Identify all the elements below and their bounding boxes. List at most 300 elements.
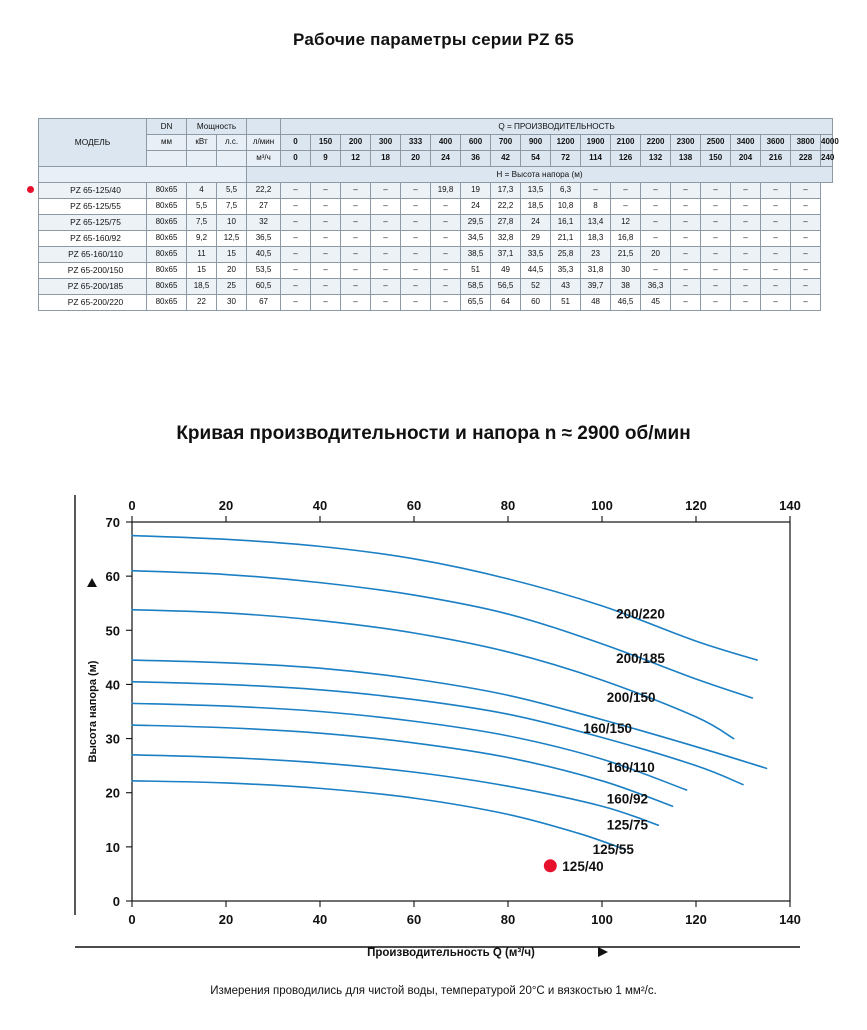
curve-label-160-110: 160/110 xyxy=(606,760,655,776)
svg-text:10: 10 xyxy=(105,839,120,855)
curve-label-125-55: 125/55 xyxy=(592,841,634,857)
svg-text:0: 0 xyxy=(112,894,120,909)
row-head-11: 18,3 xyxy=(581,231,611,247)
row-head-2: – xyxy=(311,263,341,279)
row-head-8: 64 xyxy=(491,295,521,311)
header-m3h-5: 24 xyxy=(431,151,461,167)
row-head-3: – xyxy=(341,263,371,279)
table-row xyxy=(39,247,833,263)
row-head-16: – xyxy=(731,263,761,279)
row-head-3: – xyxy=(341,279,371,295)
row-head-8: 27,8 xyxy=(491,215,521,231)
footnote: Измерения проводились для чистой воды, температурой 20°C и вязкостью 1 мм²/с. xyxy=(210,985,657,997)
table-row xyxy=(39,231,833,247)
row-head-1: – xyxy=(281,263,311,279)
row-head-16: – xyxy=(731,279,761,295)
row-head-1: – xyxy=(281,247,311,263)
curve-label-200-220: 200/220 xyxy=(616,606,665,622)
row-head-13: – xyxy=(641,231,671,247)
row-head-6: – xyxy=(431,199,461,215)
row-head-15: – xyxy=(701,215,731,231)
row-head-11: 13,4 xyxy=(581,215,611,231)
row-head-10: 21,1 xyxy=(551,231,581,247)
row-head-0: 67 xyxy=(247,295,281,311)
row-head-14: – xyxy=(671,199,701,215)
row-head-6: 19,8 xyxy=(431,183,461,199)
row-dn: 80x65 xyxy=(147,295,187,311)
row-head-6: – xyxy=(431,295,461,311)
params-table-body xyxy=(39,119,839,311)
row-hp: 7,5 xyxy=(217,199,247,215)
row-head-7: 65,5 xyxy=(461,295,491,311)
header-lmin-17: 3800 xyxy=(791,135,821,151)
row-kw: 4 xyxy=(187,183,217,199)
row-head-0: 40,5 xyxy=(247,247,281,263)
row-head-16: – xyxy=(731,183,761,199)
row-head-17: – xyxy=(761,183,791,199)
row-head-14: – xyxy=(671,279,701,295)
row-head-13: 20 xyxy=(641,247,671,263)
curve-200-220 xyxy=(132,536,757,661)
svg-text:0: 0 xyxy=(128,498,136,513)
header-lmin-9: 1200 xyxy=(551,135,581,151)
row-head-17: – xyxy=(761,279,791,295)
row-head-2: – xyxy=(311,199,341,215)
curve-200-185 xyxy=(132,571,752,698)
params-table-container xyxy=(38,118,839,311)
row-head-1: – xyxy=(281,279,311,295)
row-dn: 80x65 xyxy=(147,199,187,215)
row-head-11: – xyxy=(581,183,611,199)
row-dn: 80x65 xyxy=(147,279,187,295)
svg-text:20: 20 xyxy=(218,498,234,513)
row-head-13: – xyxy=(641,215,671,231)
row-kw: 15 xyxy=(187,263,217,279)
row-head-10: 6,3 xyxy=(551,183,581,199)
svg-text:140: 140 xyxy=(779,498,801,513)
row-head-3: – xyxy=(341,295,371,311)
svg-text:40: 40 xyxy=(312,912,328,927)
header-m3h-6: 36 xyxy=(461,151,491,167)
row-head-7: 29,5 xyxy=(461,215,491,231)
params-table xyxy=(38,118,839,311)
selected-row-marker xyxy=(27,186,34,193)
row-head-2: – xyxy=(311,295,341,311)
row-head-12: 16,8 xyxy=(611,231,641,247)
curve-label-200-185: 200/185 xyxy=(616,650,665,666)
header-lmin-5: 400 xyxy=(431,135,461,151)
row-head-7: 38,5 xyxy=(461,247,491,263)
row-head-18: – xyxy=(791,183,821,199)
header-m3h-12: 132 xyxy=(641,151,671,167)
row-head-1: – xyxy=(281,231,311,247)
row-head-4: – xyxy=(371,263,401,279)
row-model: PZ 65-200/185 xyxy=(39,279,147,295)
header-lmin-14: 2500 xyxy=(701,135,731,151)
row-hp: 10 xyxy=(217,215,247,231)
row-head-10: 35,3 xyxy=(551,263,581,279)
row-hp: 12,5 xyxy=(217,231,247,247)
row-head-8: 56,5 xyxy=(491,279,521,295)
row-head-5: – xyxy=(401,199,431,215)
row-head-0: 36,5 xyxy=(247,231,281,247)
row-head-11: 48 xyxy=(581,295,611,311)
row-head-9: 18,5 xyxy=(521,199,551,215)
svg-text:140: 140 xyxy=(779,912,801,927)
header-m3h-11: 126 xyxy=(611,151,641,167)
header-flow-unit-label xyxy=(247,119,281,135)
svg-text:40: 40 xyxy=(312,498,328,513)
row-hp: 5,5 xyxy=(217,183,247,199)
row-head-11: 8 xyxy=(581,199,611,215)
table-row xyxy=(39,279,833,295)
row-head-15: – xyxy=(701,183,731,199)
header-m3h-17: 228 xyxy=(791,151,821,167)
row-head-18: – xyxy=(791,263,821,279)
row-head-3: – xyxy=(341,215,371,231)
row-head-15: – xyxy=(701,295,731,311)
row-head-14: – xyxy=(671,247,701,263)
curve-125-75 xyxy=(132,725,673,806)
header-m3h-15: 204 xyxy=(731,151,761,167)
row-kw: 22 xyxy=(187,295,217,311)
row-head-15: – xyxy=(701,263,731,279)
header-lmin-0: 0 xyxy=(281,135,311,151)
svg-text:20: 20 xyxy=(105,785,120,801)
row-head-3: – xyxy=(341,183,371,199)
page-title: Рабочие параметры серии PZ 65 xyxy=(293,30,574,49)
header-model: МОДЕЛЬ xyxy=(39,119,147,167)
header-lmin-12: 2200 xyxy=(641,135,671,151)
row-head-2: – xyxy=(311,231,341,247)
header-lmin-1: 150 xyxy=(311,135,341,151)
row-head-11: 31,8 xyxy=(581,263,611,279)
row-head-15: – xyxy=(701,199,731,215)
row-head-8: 37,1 xyxy=(491,247,521,263)
curve-125-40 xyxy=(132,781,626,850)
svg-text:0: 0 xyxy=(128,912,136,927)
header-m3h-4: 20 xyxy=(401,151,431,167)
row-head-5: – xyxy=(401,279,431,295)
row-model: PZ 65-200/150 xyxy=(39,263,147,279)
row-head-5: – xyxy=(401,295,431,311)
row-head-16: – xyxy=(731,215,761,231)
row-head-14: – xyxy=(671,263,701,279)
row-head-2: – xyxy=(311,279,341,295)
row-dn: 80x65 xyxy=(147,215,187,231)
svg-text:120: 120 xyxy=(685,912,707,927)
row-head-12: 46,5 xyxy=(611,295,641,311)
row-head-13: – xyxy=(641,183,671,199)
curve-label-200-150: 200/150 xyxy=(606,689,656,705)
row-head-6: – xyxy=(431,215,461,231)
row-head-4: – xyxy=(371,279,401,295)
row-head-18: – xyxy=(791,215,821,231)
curve-200-150 xyxy=(132,610,734,739)
svg-text:Производительность Q (м³/ч): Производительность Q (м³/ч) xyxy=(367,947,535,959)
row-head-8: 17,3 xyxy=(491,183,521,199)
row-head-18: – xyxy=(791,247,821,263)
row-head-7: 58,5 xyxy=(461,279,491,295)
header-unit-m3h: м³/ч xyxy=(247,151,281,167)
row-head-17: – xyxy=(761,231,791,247)
svg-text:60: 60 xyxy=(105,569,120,585)
row-head-14: – xyxy=(671,183,701,199)
header-m3h-13: 138 xyxy=(671,151,701,167)
row-head-1: – xyxy=(281,295,311,311)
row-head-5: – xyxy=(401,263,431,279)
row-head-13: 45 xyxy=(641,295,671,311)
header-lmin-4: 333 xyxy=(401,135,431,151)
header-lmin-18: 4000 xyxy=(821,135,833,151)
row-hp: 15 xyxy=(217,247,247,263)
row-kw: 18,5 xyxy=(187,279,217,295)
row-head-8: 32,8 xyxy=(491,231,521,247)
header-lmin-13: 2300 xyxy=(671,135,701,151)
row-model: PZ 65-125/40 xyxy=(39,183,147,199)
row-head-1: – xyxy=(281,215,311,231)
svg-text:60: 60 xyxy=(406,912,422,927)
header-lmin-10: 1900 xyxy=(581,135,611,151)
header-q-title: Q = ПРОИЗВОДИТЕЛЬНОСТЬ xyxy=(281,119,833,135)
row-head-0: 32 xyxy=(247,215,281,231)
row-dn: 80x65 xyxy=(147,183,187,199)
row-model: PZ 65-200/220 xyxy=(39,295,147,311)
row-dn: 80x65 xyxy=(147,231,187,247)
svg-text:40: 40 xyxy=(105,677,120,693)
header-m3h-9: 72 xyxy=(551,151,581,167)
row-head-9: 44,5 xyxy=(521,263,551,279)
header-m3h-1: 9 xyxy=(311,151,341,167)
row-head-13: – xyxy=(641,263,671,279)
svg-text:100: 100 xyxy=(591,912,613,927)
performance-chart xyxy=(0,485,867,975)
row-head-5: – xyxy=(401,183,431,199)
header-m3h-10: 114 xyxy=(581,151,611,167)
header-lmin-16: 3600 xyxy=(761,135,791,151)
row-head-9: 29 xyxy=(521,231,551,247)
row-head-17: – xyxy=(761,247,791,263)
row-head-10: 16,1 xyxy=(551,215,581,231)
chart-marker-dot xyxy=(544,859,557,872)
row-head-12: – xyxy=(611,183,641,199)
row-head-3: – xyxy=(341,231,371,247)
chart-marker-label: 125/40 xyxy=(562,858,604,874)
table-row xyxy=(39,199,833,215)
header-unit-kw: кВт xyxy=(187,135,217,151)
row-head-17: – xyxy=(761,215,791,231)
header-power: Мощность xyxy=(187,119,247,135)
row-model: PZ 65-160/110 xyxy=(39,247,147,263)
row-head-6: – xyxy=(431,279,461,295)
header-blank-3 xyxy=(217,151,247,167)
curve-label-160-92: 160/92 xyxy=(606,791,648,807)
row-head-13: 36,3 xyxy=(641,279,671,295)
curve-160-150 xyxy=(132,660,767,768)
row-head-15: – xyxy=(701,247,731,263)
row-head-9: 33,5 xyxy=(521,247,551,263)
header-unit-hp: л.с. xyxy=(217,135,247,151)
row-kw: 5,5 xyxy=(187,199,217,215)
chart-svg xyxy=(0,485,867,975)
row-head-0: 22,2 xyxy=(247,183,281,199)
svg-text:20: 20 xyxy=(218,912,234,927)
row-hp: 20 xyxy=(217,263,247,279)
row-head-4: – xyxy=(371,295,401,311)
row-head-17: – xyxy=(761,263,791,279)
row-head-6: – xyxy=(431,263,461,279)
row-model: PZ 65-125/55 xyxy=(39,199,147,215)
header-h-title: H = Высота напора (м) xyxy=(247,167,833,183)
row-head-10: 10,8 xyxy=(551,199,581,215)
row-dn: 80x65 xyxy=(147,263,187,279)
row-head-4: – xyxy=(371,215,401,231)
row-head-12: – xyxy=(611,199,641,215)
header-blank-1 xyxy=(147,151,187,167)
row-head-16: – xyxy=(731,247,761,263)
svg-text:80: 80 xyxy=(500,498,516,513)
header-m3h-3: 18 xyxy=(371,151,401,167)
row-head-6: – xyxy=(431,247,461,263)
row-head-8: 22,2 xyxy=(491,199,521,215)
row-head-2: – xyxy=(311,183,341,199)
row-head-5: – xyxy=(401,215,431,231)
row-head-14: – xyxy=(671,231,701,247)
row-head-13: – xyxy=(641,199,671,215)
table-row xyxy=(39,183,833,199)
header-lmin-6: 600 xyxy=(461,135,491,151)
row-head-7: 24 xyxy=(461,199,491,215)
table-header-row-2 xyxy=(39,135,833,151)
svg-text:Высота напора (м): Высота напора (м) xyxy=(87,660,99,763)
row-head-5: – xyxy=(401,231,431,247)
svg-text:80: 80 xyxy=(500,912,516,927)
row-kw: 7,5 xyxy=(187,215,217,231)
row-head-17: – xyxy=(761,295,791,311)
row-head-4: – xyxy=(371,199,401,215)
svg-text:30: 30 xyxy=(105,731,120,747)
header-m3h-2: 12 xyxy=(341,151,371,167)
row-kw: 9,2 xyxy=(187,231,217,247)
row-head-9: 52 xyxy=(521,279,551,295)
table-row xyxy=(39,263,833,279)
svg-text:50: 50 xyxy=(105,623,120,639)
curve-label-125-75: 125/75 xyxy=(606,817,648,833)
row-head-16: – xyxy=(731,231,761,247)
header-m3h-16: 216 xyxy=(761,151,791,167)
header-m3h-8: 54 xyxy=(521,151,551,167)
row-head-9: 60 xyxy=(521,295,551,311)
row-head-11: 39,7 xyxy=(581,279,611,295)
row-dn: 80x65 xyxy=(147,247,187,263)
row-head-17: – xyxy=(761,199,791,215)
row-head-10: 43 xyxy=(551,279,581,295)
row-head-4: – xyxy=(371,183,401,199)
row-head-0: 60,5 xyxy=(247,279,281,295)
row-head-15: – xyxy=(701,279,731,295)
row-head-14: – xyxy=(671,295,701,311)
row-head-11: 23 xyxy=(581,247,611,263)
header-lmin-7: 700 xyxy=(491,135,521,151)
row-head-7: 34,5 xyxy=(461,231,491,247)
header-lmin-11: 2100 xyxy=(611,135,641,151)
row-head-0: 27 xyxy=(247,199,281,215)
header-unit-lmin: л/мин xyxy=(247,135,281,151)
header-m3h-7: 42 xyxy=(491,151,521,167)
svg-text:60: 60 xyxy=(406,498,422,513)
row-head-2: – xyxy=(311,215,341,231)
curve-label-160-150: 160/150 xyxy=(583,721,633,737)
header-lmin-8: 900 xyxy=(521,135,551,151)
svg-text:70: 70 xyxy=(105,515,120,530)
row-head-7: 51 xyxy=(461,263,491,279)
row-head-18: – xyxy=(791,231,821,247)
row-model: PZ 65-160/92 xyxy=(39,231,147,247)
row-head-14: – xyxy=(671,215,701,231)
table-header-row-3 xyxy=(39,151,833,167)
row-head-4: – xyxy=(371,231,401,247)
row-head-7: 19 xyxy=(461,183,491,199)
header-unit-mm: мм xyxy=(147,135,187,151)
curve-125-55 xyxy=(132,755,658,825)
row-head-16: – xyxy=(731,199,761,215)
svg-text:120: 120 xyxy=(685,498,707,513)
row-head-12: 38 xyxy=(611,279,641,295)
row-head-2: – xyxy=(311,247,341,263)
row-head-15: – xyxy=(701,231,731,247)
row-head-6: – xyxy=(431,231,461,247)
row-model: PZ 65-125/75 xyxy=(39,215,147,231)
row-head-1: – xyxy=(281,199,311,215)
header-blank-2 xyxy=(187,151,217,167)
row-head-3: – xyxy=(341,247,371,263)
row-head-5: – xyxy=(401,247,431,263)
row-head-12: 21,5 xyxy=(611,247,641,263)
row-head-0: 53,5 xyxy=(247,263,281,279)
table-header-row-4 xyxy=(39,167,833,183)
row-head-3: – xyxy=(341,199,371,215)
header-lmin-3: 300 xyxy=(371,135,401,151)
svg-text:100: 100 xyxy=(591,498,613,513)
row-head-9: 24 xyxy=(521,215,551,231)
row-head-10: 51 xyxy=(551,295,581,311)
row-head-12: 30 xyxy=(611,263,641,279)
row-head-4: – xyxy=(371,247,401,263)
header-lmin-2: 200 xyxy=(341,135,371,151)
header-spacer xyxy=(39,167,247,183)
row-head-18: – xyxy=(791,199,821,215)
row-head-12: 12 xyxy=(611,215,641,231)
row-head-18: – xyxy=(791,279,821,295)
curve-160-92 xyxy=(132,703,687,790)
header-m3h-18: 240 xyxy=(821,151,833,167)
table-header-row-1 xyxy=(39,119,833,135)
row-head-16: – xyxy=(731,295,761,311)
row-hp: 25 xyxy=(217,279,247,295)
header-m3h-14: 150 xyxy=(701,151,731,167)
table-row xyxy=(39,215,833,231)
row-head-10: 25,8 xyxy=(551,247,581,263)
table-row xyxy=(39,295,833,311)
chart-title: Кривая производительности и напора n ≈ 2900 об/мин xyxy=(176,423,691,444)
header-lmin-15: 3400 xyxy=(731,135,761,151)
row-head-8: 49 xyxy=(491,263,521,279)
row-head-18: – xyxy=(791,295,821,311)
header-dn: DN xyxy=(147,119,187,135)
header-m3h-0: 0 xyxy=(281,151,311,167)
row-hp: 30 xyxy=(217,295,247,311)
row-head-1: – xyxy=(281,183,311,199)
